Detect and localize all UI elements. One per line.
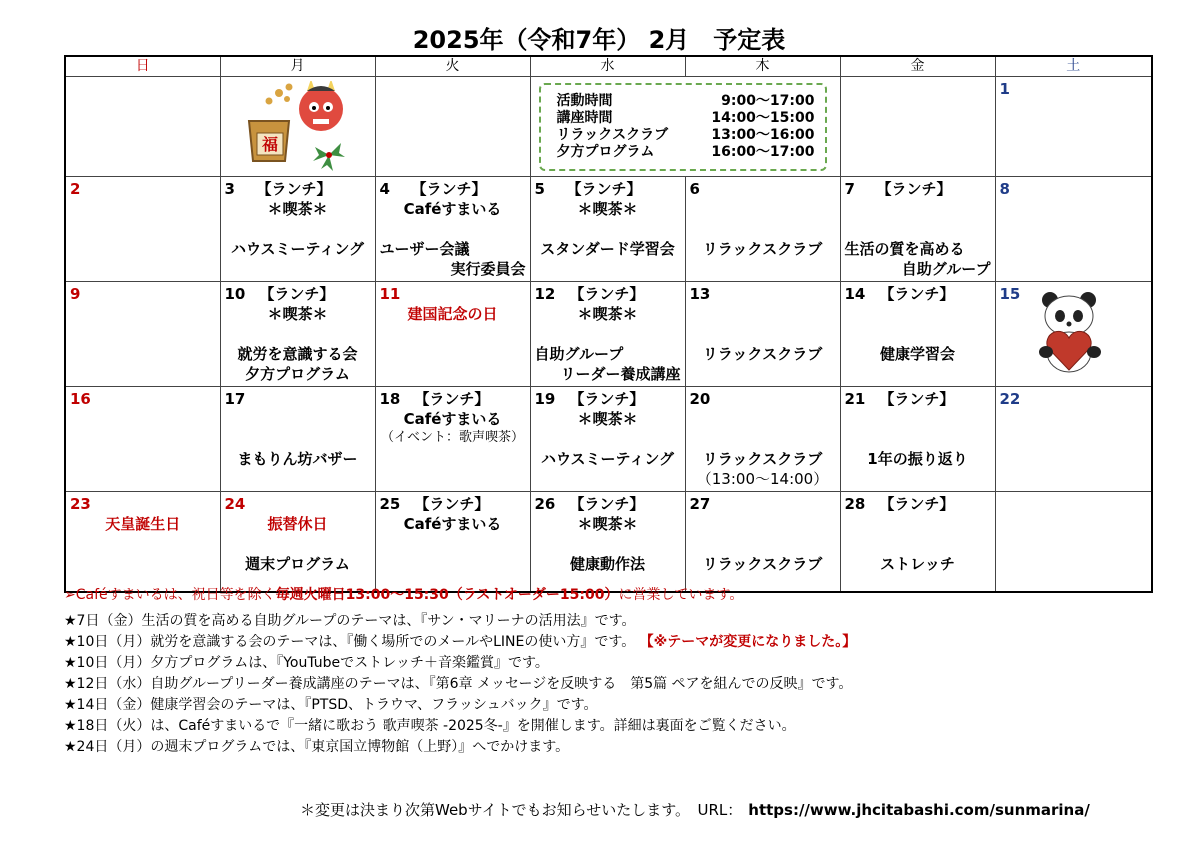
panda-heart-icon	[1032, 290, 1108, 376]
week-row	[65, 282, 1152, 387]
day-number: 7	[844, 180, 855, 198]
day-cell	[685, 387, 840, 492]
day-cell	[65, 177, 220, 282]
event-label: ＊喫茶＊	[267, 305, 328, 323]
day-cell	[840, 492, 995, 592]
event-label: ハウスミーティング	[540, 450, 675, 468]
week-row	[65, 77, 1152, 177]
info-row	[557, 110, 815, 127]
info-cell	[530, 77, 840, 177]
info-time: 16:00～17:00	[711, 144, 815, 160]
day-cell	[65, 492, 220, 592]
lunch-label: 【ランチ】	[569, 495, 645, 513]
lunch-label: 【ランチ】	[256, 180, 332, 198]
day-number: 3	[224, 180, 235, 198]
empty-cell	[995, 492, 1152, 592]
day-number: 21	[844, 390, 866, 408]
event-note: （イベント：歌声喫茶）	[380, 430, 524, 445]
day-cell	[530, 282, 685, 387]
day-cell	[65, 387, 220, 492]
day-cell	[995, 77, 1152, 177]
note-item: ★14日（金）健康学習会のテーマは、『PTSD、トラウマ、フラッシュバック』です。	[64, 697, 598, 713]
info-label: 講座時間	[556, 110, 613, 126]
day-number: 9	[70, 285, 81, 303]
holiday-label: 建国記念の日	[407, 305, 498, 323]
illustration-cell	[220, 77, 375, 177]
event-label: 自助グループ	[534, 345, 624, 363]
website-url[interactable]: https://www.jhcitabashi.com/sunmarina/	[748, 801, 1090, 819]
event-label: リーダー養成講座	[560, 365, 681, 383]
day-number: 16	[70, 390, 91, 408]
lunch-label: 【ランチ】	[879, 390, 955, 408]
day-number: 8	[999, 180, 1010, 198]
lunch-label: 【ランチ】	[876, 180, 952, 198]
note-item: ★18日（火）は、Caféすまいるで『一緒に歌おう 歌声喫茶 -2025冬-』を開催します。詳細は裏面をご覧ください。	[64, 718, 796, 734]
day-cell	[530, 387, 685, 492]
event-label: ＊喫茶＊	[577, 305, 638, 323]
event-label: リラックスクラブ	[702, 345, 823, 363]
info-time: 14:00～15:00	[711, 110, 815, 126]
event-label: 夕方プログラム	[245, 365, 350, 383]
day-number: 11	[379, 285, 401, 303]
day-number: 28	[844, 495, 866, 513]
event-label: 週末プログラム	[245, 555, 350, 573]
weekday-thu: 木	[685, 56, 840, 77]
info-row	[557, 93, 815, 110]
day-cell	[375, 387, 530, 492]
day-cell	[995, 282, 1152, 387]
day-cell	[220, 387, 375, 492]
event-label: 生活の質を高める	[844, 240, 965, 258]
event-label: ＊喫茶＊	[267, 200, 328, 218]
footer	[300, 799, 1090, 820]
event-label: 実行委員会	[450, 260, 526, 278]
info-label: 夕方プログラム	[556, 144, 655, 160]
lunch-label: 【ランチ】	[879, 285, 955, 303]
note-item: ★7日（金）生活の質を高める自助グループのテーマは、『サン・マリーナの活用法』です。	[64, 613, 636, 629]
event-label: ストレッチ	[880, 555, 955, 573]
info-label: 活動時間	[556, 93, 613, 109]
event-note: （13:00～14:00）	[696, 470, 829, 488]
holly-icon	[311, 137, 347, 173]
event-label: リラックスクラブ	[702, 555, 823, 573]
theme-change-notice: 【※テーマが変更になりました。】	[639, 634, 857, 650]
info-label: リラックスクラブ	[556, 127, 669, 143]
day-number: 17	[224, 390, 246, 408]
note-item: ★12日（水）自助グループリーダー養成講座のテーマは、『第6章 メッセージを反映する 第5篇 ペアを組んでの反映』です。	[64, 676, 853, 692]
event-label: ＊喫茶＊	[577, 410, 638, 428]
event-label: Caféすまいる	[403, 515, 502, 533]
day-number: 25	[379, 495, 401, 513]
lunch-label: 【ランチ】	[411, 180, 487, 198]
day-number: 26	[534, 495, 556, 513]
day-number: 18	[379, 390, 401, 408]
empty-cell	[840, 77, 995, 177]
note-item	[64, 632, 1154, 653]
day-number: 13	[689, 285, 711, 303]
info-row	[557, 127, 815, 144]
event-label: ＊喫茶＊	[577, 515, 638, 533]
day-number: 5	[534, 180, 545, 198]
weekday-wed: 水	[530, 56, 685, 77]
note-item: ★24日（月）の週末プログラムでは、『東京国立博物館（上野）』へでかけます。	[64, 739, 570, 755]
info-row	[557, 144, 815, 161]
event-label: 1年の振り返り	[867, 450, 968, 468]
calendar-table	[64, 55, 1153, 593]
event-label: 健康動作法	[569, 555, 645, 573]
day-number: 24	[224, 495, 246, 513]
day-cell	[220, 492, 375, 592]
notes-section	[64, 585, 1154, 758]
lunch-label: 【ランチ】	[414, 495, 490, 513]
event-label: 健康学習会	[879, 345, 955, 363]
day-cell	[995, 387, 1152, 492]
day-number: 27	[689, 495, 711, 513]
cafe-hours-note	[64, 585, 1154, 606]
event-label: Caféすまいる	[403, 410, 502, 428]
day-cell	[840, 177, 995, 282]
day-cell	[375, 177, 530, 282]
event-label: ＊喫茶＊	[577, 200, 638, 218]
info-time: 9:00～17:00	[721, 93, 815, 109]
event-label: ハウスミーティング	[230, 240, 365, 258]
event-label: ユーザー会議	[379, 240, 470, 258]
day-cell	[375, 492, 530, 592]
event-label: リラックスクラブ	[702, 450, 823, 468]
day-cell	[65, 282, 220, 387]
day-cell	[530, 492, 685, 592]
lunch-label: 【ランチ】	[879, 495, 955, 513]
day-cell	[685, 492, 840, 592]
day-cell	[685, 282, 840, 387]
event-label: リラックスクラブ	[702, 240, 823, 258]
event-label: まもりん坊バザー	[237, 450, 358, 468]
note-item: ★10日（月）夕方プログラムは、『YouTubeでストレッチ＋音楽鑑賞』です。	[64, 655, 549, 671]
day-number: 6	[689, 180, 700, 198]
event-label: 自助グループ	[901, 260, 991, 278]
weekday-tue: 火	[375, 56, 530, 77]
day-number: 14	[844, 285, 866, 303]
weekday-header-row	[65, 56, 1152, 77]
day-cell	[685, 177, 840, 282]
weekday-sat: 土	[995, 56, 1152, 77]
day-cell	[530, 177, 685, 282]
day-cell	[840, 282, 995, 387]
footer-text: ＊変更は決まり次第Webサイトでもお知らせいたします。 URL：	[300, 801, 743, 819]
day-cell	[220, 282, 375, 387]
empty-cell	[375, 77, 530, 177]
activity-hours-box	[539, 83, 827, 171]
day-number: 1	[999, 80, 1010, 98]
empty-cell	[65, 77, 220, 177]
lunch-label: 【ランチ】	[566, 180, 642, 198]
day-cell	[840, 387, 995, 492]
day-cell	[375, 282, 530, 387]
fuku-label: 福	[261, 135, 278, 154]
cafe-note-prefix: ➢Caféすまいるは、祝日等を除く	[64, 587, 276, 603]
lunch-label: 【ランチ】	[414, 390, 490, 408]
day-number: 4	[379, 180, 390, 198]
weekday-mon: 月	[220, 56, 375, 77]
weekday-sun: 日	[65, 56, 220, 77]
day-number: 20	[689, 390, 711, 408]
holiday-label: 振替休日	[267, 515, 328, 533]
lunch-label: 【ランチ】	[569, 285, 645, 303]
page-title: 2025年（令和7年） 2月 予定表	[412, 26, 786, 54]
day-number: 15	[999, 285, 1021, 303]
week-row	[65, 492, 1152, 592]
info-time: 13:00～16:00	[711, 127, 815, 143]
cafe-note-hours: 毎週火曜日13:00～15:30（ラストオーダー15:00）	[275, 587, 619, 603]
event-label: Caféすまいる	[403, 200, 502, 218]
day-cell	[220, 177, 375, 282]
event-label: スタンダード学習会	[540, 240, 675, 258]
weekday-fri: 金	[840, 56, 995, 77]
week-row	[65, 177, 1152, 282]
lunch-label: 【ランチ】	[259, 285, 335, 303]
day-number: 10	[224, 285, 246, 303]
day-number: 22	[999, 390, 1021, 408]
day-number: 2	[70, 180, 81, 198]
day-cell	[995, 177, 1152, 282]
day-number: 12	[534, 285, 556, 303]
week-row	[65, 387, 1152, 492]
note-text: ★10日（月）就労を意識する会のテーマは、『働く場所でのメールやLINEの使い方』です。	[64, 634, 636, 650]
cafe-note-suffix: に営業しています。	[618, 587, 744, 603]
day-number: 23	[70, 495, 91, 513]
holiday-label: 天皇誕生日	[105, 515, 181, 533]
day-number: 19	[534, 390, 556, 408]
lunch-label: 【ランチ】	[569, 390, 645, 408]
event-label: 就労を意識する会	[237, 345, 358, 363]
